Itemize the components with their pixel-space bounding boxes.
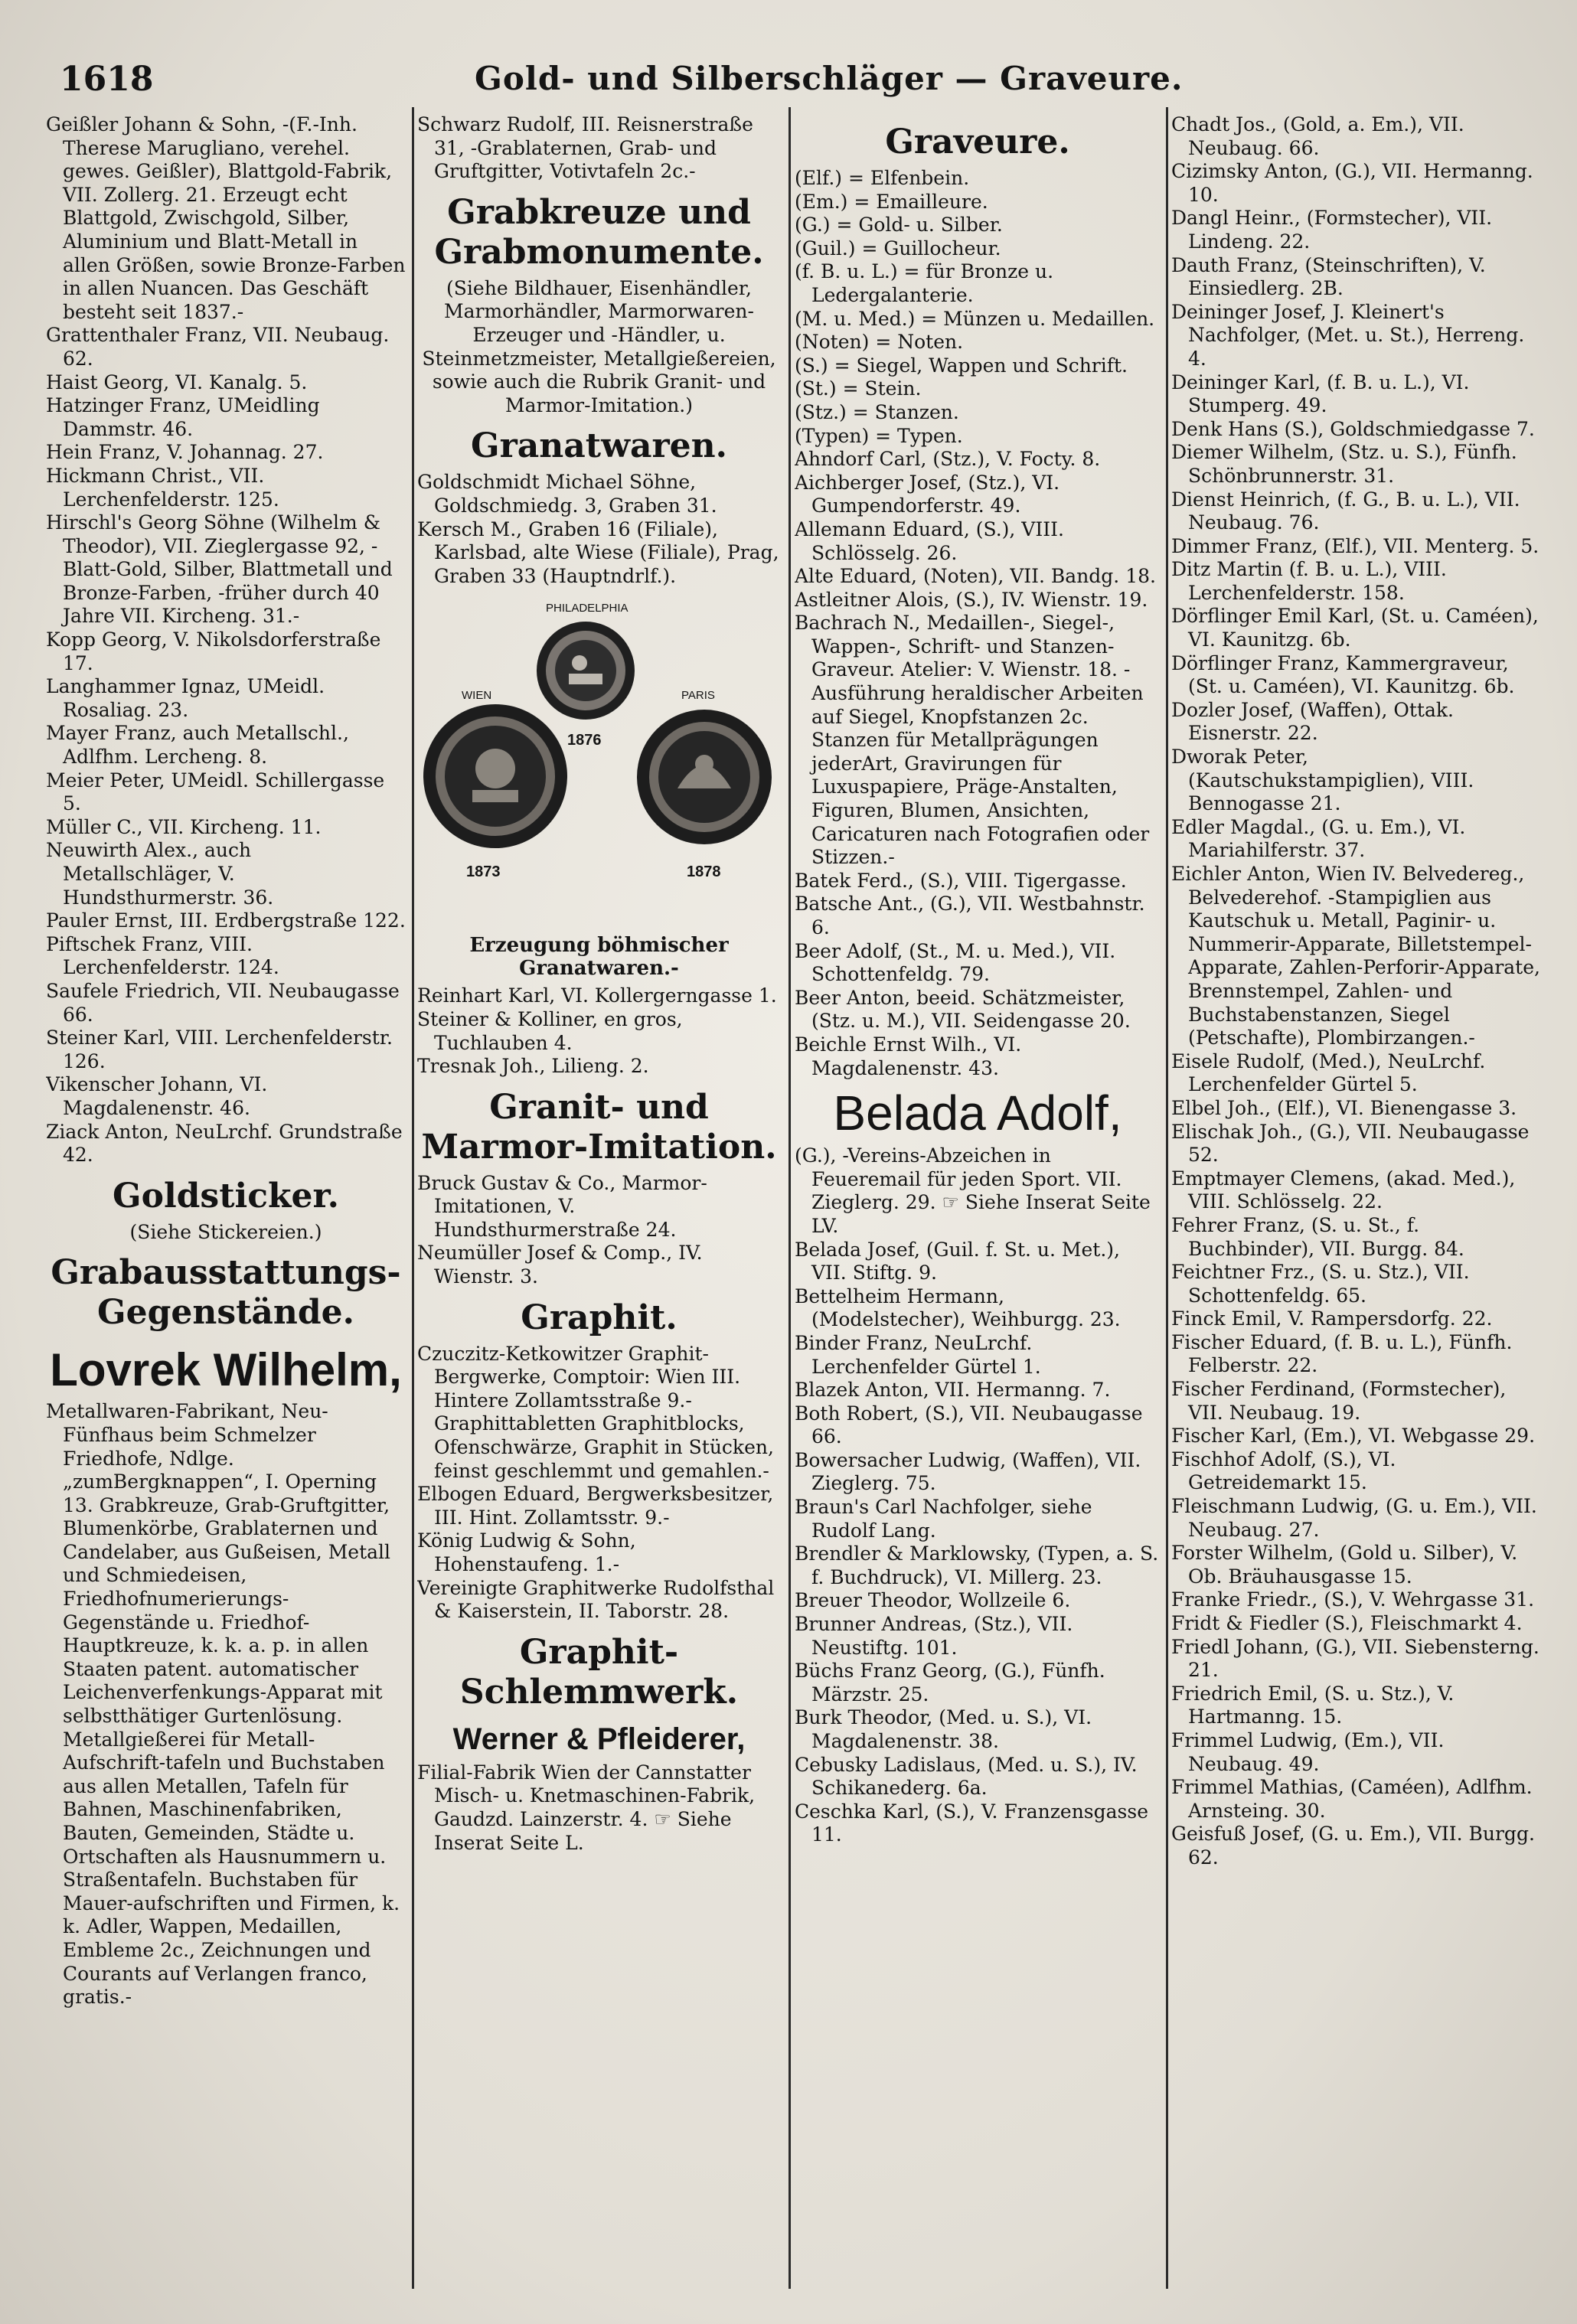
entry-list <box>795 448 1161 1080</box>
list-item: Ceschka Karl, (S.), V. Franzensgasse 11. <box>795 1800 1148 1846</box>
list-item: Bowersacher Ludwig, (Waffen), VII. Zieglerg. 75. <box>795 1448 1141 1495</box>
page-header <box>46 60 1546 103</box>
list-item: Eichler Anton, Wien IV. Belvedereg., Belvederehof. -Stampiglien aus Kautschuk u. Metall, Paginir- u. Nummerir-Apparate, Billetstempel-Apparate, Zahlen-Perforir-Apparate, Brennstempel, Zahlen- und Buchstabenstanzen, Siegel (Petschafte), Plombirzangen.- <box>1171 863 1540 1049</box>
list-item: Dworak Peter, (Kautschukstampiglien), VIII. Bennogasse 21. <box>1171 746 1474 815</box>
legend-item: (Typen) = Typen. <box>795 424 963 447</box>
list-item: Belada Josef, (Guil. f. St. u. Met.), VII. Stiftg. 9. <box>795 1238 1120 1284</box>
list-item: Chadt Jos., (Gold, a. Em.), VII. Neubaug. 66. <box>1171 113 1464 159</box>
medal-label: PHILADELPHIA <box>546 602 629 615</box>
entry-list <box>417 1172 781 1289</box>
list-item: Kopp Georg, V. Nikolsdorferstraße 17. <box>46 628 381 674</box>
list-item: Friedl Johann, (G.), VII. Siebensterng. 21. <box>1171 1635 1539 1682</box>
list-item: Dimmer Franz, (Elf.), VII. Menterg. 5. <box>1171 534 1539 557</box>
legend-item: (M. u. Med.) = Münzen u. Medaillen. <box>795 307 1155 330</box>
medal-icon <box>632 704 777 850</box>
list-item: Fridt & Fiedler (S.), Fleischmarkt 4. <box>1171 1612 1523 1634</box>
advert-text-belada: (G.), -Vereins-Abzeichen in Feueremail für jeden Sport. VII. Zieglerg. 29. ☞ Siehe Inserat Seite LV. <box>795 1144 1151 1237</box>
list-item: Astleitner Alois, (S.), IV. Wienstr. 19. <box>795 588 1148 611</box>
list-item: Blazek Anton, VII. Hermanng. 7. <box>795 1379 1111 1402</box>
list-item: Hein Franz, V. Johannag. 27. <box>46 441 324 464</box>
list-item: Binder Franz, NeuLrchf. Lerchenfelder Gürtel 1. <box>795 1331 1041 1378</box>
list-item: Fischhof Adolf, (S.), VI. Getreidemarkt 15. <box>1171 1448 1396 1494</box>
list-item: König Ludwig & Sohn, Hohenstaufeng. 1.- <box>417 1529 636 1575</box>
column-2 <box>417 113 781 2303</box>
advert-name-werner: Werner & Pfleiderer, <box>452 1722 746 1756</box>
list-item: Hirschl's Georg Söhne (Wilhelm & Theodor), VII. Zieglergasse 92, -Blatt-Gold, Silber, Blattmetall und Bronze-Farben, -früher durch 40 Jahre VII. Kircheng. 31.- <box>46 511 393 628</box>
list-item: Dörflinger Franz, Kammergraveur, (St. u. Caméen), VI. Kaunitzg. 6b. <box>1171 651 1515 698</box>
list-item: Büchs Franz Georg, (G.), Fünfh. Märzstr. 25. <box>795 1660 1105 1705</box>
column-4 <box>1171 113 1540 2303</box>
section-heading-schlemmwerk: Graphit-Schlemmwerk. <box>459 1632 739 1712</box>
entry-list <box>417 471 781 588</box>
entry-list <box>417 984 781 1078</box>
legend-item: (S.) = Siegel, Wappen und Schrift. <box>795 354 1128 377</box>
medal-label: PARIS <box>681 689 715 703</box>
medal-year: 1876 <box>567 732 602 749</box>
list-item: Elbogen Eduard, Bergwerksbesitzer, III. Hint. Zollamtsstr. 9.- <box>417 1483 774 1529</box>
list-item: Feichtner Frz., (S. u. Stz.), VII. Schottenfeldg. 65. <box>1171 1261 1470 1307</box>
list-item: Brendler & Marklowsky, (Typen, a. S. f. Buchdruck), VI. Millerg. 23. <box>795 1542 1159 1588</box>
list-item: Aichberger Josef, (Stz.), VI. Gumpendorferstr. 49. <box>795 471 1060 517</box>
advert-name-lovrek: Lovrek Wilhelm, <box>50 1344 402 1396</box>
legend-item: (Guil.) = Guillocheur. <box>795 237 1001 259</box>
list-item: Franke Friedr., (S.), V. Wehrgasse 31. <box>1171 1588 1535 1611</box>
list-item: Steiner & Kolliner, en gros, Tuchlauben 4. <box>417 1007 683 1054</box>
list-item: Hatzinger Franz, UMeidling Dammstr. 46. <box>46 394 320 440</box>
list-item: Allemann Eduard, (S.), VIII. Schlösselg. 26. <box>795 517 1064 564</box>
list-item: Steiner Karl, VIII. Lerchenfelderstr. 126. <box>46 1027 393 1072</box>
list-item: Pauler Ernst, III. Erdbergstraße 122. <box>46 909 406 932</box>
list-item: Geißler Johann & Sohn, -(F.-Inh. Therese Marugliano, verehel. gewes. Geißler), Blattgold-Fabrik, VII. Zollerg. 21. Erzeugt echt Blattgold, Zwischgold, Silber, Aluminium und Blatt-Metall in allen Größen, sowie Bronze-Farben in allen Nuancen. Das Geschäft besteht seit 1837.- <box>46 113 406 323</box>
legend-item: (f. B. u. L.) = für Bronze u. Ledergalanterie. <box>795 260 1054 306</box>
list-item: Vikenscher Johann, VI. Magdalenenstr. 46. <box>46 1073 268 1119</box>
medal-label: WIEN <box>462 689 492 703</box>
list-item: Ahndorf Carl, (Stz.), V. Focty. 8. <box>795 448 1101 471</box>
list-item: Beer Adolf, (St., M. u. Med.), VII. Schottenfeldg. 79. <box>795 939 1116 986</box>
list-item: Bruck Gustav & Co., Marmor-Imitationen, V. Hundsthurmerstraße 24. <box>417 1171 707 1241</box>
advert-text-werner: Filial-Fabrik Wien der Cannstatter Misch- u. Knetmaschinen-Fabrik, Gaudzd. Lainzerstr. 4. ☞ Siehe Inserat Seite L. <box>417 1761 756 1854</box>
list-item: Schwarz Rudolf, III. Reisnerstraße 31, -Grablaternen, Grab- und Gruftgitter, Votivtafeln 2c.- <box>417 113 753 183</box>
medals-illustration <box>417 591 781 928</box>
column-3 <box>795 113 1161 2303</box>
list-item: Cebusky Ladislaus, (Med. u. S.), IV. Schikanederg. 6a. <box>795 1753 1138 1800</box>
list-item: Frimmel Ludwig, (Em.), VII. Neubaug. 49. <box>1171 1728 1445 1775</box>
list-item: Elischak Joh., (G.), VII. Neubaugasse 52. <box>1171 1120 1530 1167</box>
list-item: Beer Anton, beeid. Schätzmeister, (Stz. u. M.), VII. Seidengasse 20. <box>795 986 1131 1033</box>
list-item: Müller C., VII. Kircheng. 11. <box>46 815 322 838</box>
list-item: Batek Ferd., (S.), VIII. Tigergasse. <box>795 869 1127 892</box>
entry-list <box>795 1239 1161 1847</box>
list-item: Dozler Josef, (Waffen), Ottak. Eisnerstr. 22. <box>1171 698 1454 745</box>
section-heading-goldsticker: Goldsticker. <box>113 1176 339 1216</box>
list-item: Vereinigte Graphitwerke Rudolfsthal & Kaiserstein, II. Taborstr. 28. <box>417 1576 775 1623</box>
column-rule <box>788 107 791 2289</box>
list-item: Tresnak Joh., Lilieng. 2. <box>417 1055 649 1078</box>
list-item: Emptmayer Clemens, (akad. Med.), VIII. Schlösselg. 22. <box>1171 1167 1516 1213</box>
list-item: Meier Peter, UMeidl. Schillergasse 5. <box>46 769 385 815</box>
list-item: Deininger Josef, J. Kleinert's Nachfolger, (Met. u. St.), Herreng. 4. <box>1171 300 1525 370</box>
abbreviation-legend <box>795 167 1161 448</box>
list-item: Dangl Heinr., (Formstecher), VII. Lindeng. 22. <box>1171 207 1493 253</box>
list-item: Goldschmidt Michael Söhne, Goldschmiedg. 3, Graben 31. <box>417 471 717 517</box>
list-item: Elbel Joh., (Elf.), VI. Bienengasse 3. <box>1171 1096 1517 1119</box>
medal-year: 1873 <box>466 863 501 881</box>
list-item: Deininger Karl, (f. B. u. L.), VI. Stumperg. 49. <box>1171 370 1470 417</box>
list-item: Forster Wilhelm, (Gold u. Silber), V. Ob. Bräuhausgasse 15. <box>1171 1542 1518 1588</box>
running-title: Gold- und Silberschläger — Graveure. <box>475 60 1184 97</box>
list-item: Edler Magdal., (G. u. Em.), VI. Mariahilferstr. 37. <box>1171 815 1466 862</box>
legend-item: (St.) = Stein. <box>795 377 922 400</box>
list-item: Fleischmann Ludwig, (G. u. Em.), VII. Neubaug. 27. <box>1171 1495 1537 1541</box>
section-heading-grabkreuze: Grabkreuze und Grabmonumente. <box>434 192 764 272</box>
column-rule <box>412 107 414 2289</box>
list-item: Burk Theodor, (Med. u. S.), VI. Magdalenenstr. 38. <box>795 1706 1092 1752</box>
section-heading-graphit: Graphit. <box>521 1297 677 1337</box>
list-item: Bachrach N., Medaillen-, Siegel-, Wappen-, Schrift- und Stanzen-Graveur. Atelier: V. Wienstr. 18. -Ausführung heraldischer Arbeiten auf Siegel, Knopfstanzen 2c. Stanzen für Metallprägungen jederArt, Gravirungen für Luxuspapiere, Präge-Anstalten, Figuren, Blumen, Ansichten, Caricaturen nach Fotografien oder Stizzen.- <box>795 612 1150 869</box>
list-item: Eisele Rudolf, (Med.), NeuLrchf. Lerchenfelder Gürtel 5. <box>1171 1049 1486 1096</box>
list-item: Geisfuß Josef, (G. u. Em.), VII. Burgg. 62. <box>1171 1823 1535 1869</box>
list-item: Friedrich Emil, (S. u. Stz.), V. Hartmanng. 15. <box>1171 1682 1455 1728</box>
list-item: Fischer Karl, (Em.), VI. Webgasse 29. <box>1171 1425 1536 1448</box>
list-item: Alte Eduard, (Noten), VII. Bandg. 18. <box>795 565 1156 588</box>
list-item: Neuwirth Alex., auch Metallschläger, V. Hundsthurmerstr. 36. <box>46 839 274 909</box>
list-item: Piftschek Franz, VIII. Lerchenfelderstr. 124. <box>46 932 279 979</box>
list-item: Brunner Andreas, (Stz.), VII. Neustiftg. 101. <box>795 1613 1073 1659</box>
list-item: Breuer Theodor, Wollzeile 6. <box>795 1589 1071 1612</box>
list-item: Dauth Franz, (Steinschriften), V. Einsiedlerg. 2B. <box>1171 253 1486 300</box>
page-number: 1618 <box>60 60 154 99</box>
column-rule <box>1166 107 1168 2289</box>
see-also-note: (Siehe Stickereien.) <box>129 1220 322 1243</box>
advert-text-lovrek: Metallwaren-Fabrikant, Neu-Fünfhaus beim Schmelzer Friedhofe, Ndlge. „zumBergknappen“, I. Operning 13. Grabkreuze, Grab-Gruftgitter, Blumenkörbe, Grablaternen und Candelaber, aus Gußeisen, Metall und Schmiedeisen, Friedhofnumerierungs-Gegenstände u. Friedhof-Hauptkreuze, k. k. a. p. in allen Staaten patent. automatischer Leichenverfenkungs-Apparat mit selbstthätiger Gurtenlösung. Metallgießerei für Metall-Aufschrift-tafeln und Buchstaben aus allen Metallen, Tafeln für Bahnen, Maschinenfabriken, Bauten, Gemeinden, Städte u. Ortschaften als Hausnummern u. Straßentafeln. Buchstaben für Mauer-aufschriften und Firmen, k. k. Adler, Wappen, Medaillen, Embleme 2c., Zeichnungen und Courants auf Verlangen franco, gratis.- <box>46 1400 400 2009</box>
list-item: Ditz Martin (f. B. u. L.), VIII. Lerchenfelderstr. 158. <box>1171 558 1447 604</box>
list-item: Kersch M., Graben 16 (Filiale), Karlsbad, alte Wiese (Filiale), Prag, Graben 33 (Hauptndrlf.). <box>417 517 779 587</box>
section-heading-granit: Granit- und Marmor-Imitation. <box>421 1087 777 1167</box>
list-item: Bettelheim Hermann, (Modelstecher), Weihburgg. 23. <box>795 1284 1121 1331</box>
entry-list <box>46 113 406 1167</box>
list-item: Fischer Eduard, (f. B. u. L.), Fünfh. Felberstr. 22. <box>1171 1330 1513 1377</box>
entry-list <box>417 1343 781 1624</box>
legend-item: (Em.) = Emailleure. <box>795 190 988 213</box>
list-item: Saufele Friedrich, VII. Neubaugasse 66. <box>46 979 400 1026</box>
list-item: Denk Hans (S.), Goldschmiedgasse 7. <box>1171 417 1535 440</box>
list-item: Cizimsky Anton, (G.), VII. Hermanng. 10. <box>1171 160 1533 206</box>
see-also-note: (Siehe Bildhauer, Eisenhändler, Marmorhändler, Marmorwaren-Erzeuger und -Händler, u. Steinmetzmeister, Metallgießereien, sowie auch die Rubrik Granit- und Marmor-Imitation.) <box>422 276 776 416</box>
list-item: Dienst Heinrich, (f. G., B. u. L.), VII. Neubaug. 76. <box>1171 488 1520 534</box>
legend-item: (Noten) = Noten. <box>795 331 964 354</box>
list-item: Reinhart Karl, VI. Kollergerngasse 1. <box>417 984 777 1007</box>
list-item: Fehrer Franz, (S. u. St., f. Buchbinder), VII. Burgg. 84. <box>1171 1213 1464 1260</box>
list-item: Beichle Ernst Wilh., VI. Magdalenenstr. 43. <box>795 1033 1022 1079</box>
section-heading-granatwaren: Granatwaren. <box>471 426 727 466</box>
list-item: Ziack Anton, NeuLrchf. Grundstraße 42. <box>46 1120 403 1167</box>
legend-item: (G.) = Gold- u. Silber. <box>795 214 1003 237</box>
medal-caption: Erzeugung böhmischer Granatwaren.- <box>469 934 729 981</box>
section-heading-graveure: Graveure. <box>885 122 1070 162</box>
list-item: Hickmann Christ., VII. Lerchenfelderstr. 125. <box>46 464 279 511</box>
medal-icon <box>419 700 572 853</box>
list-item: Mayer Franz, auch Metallschl., Adlfhm. Lercheng. 8. <box>46 722 349 769</box>
list-item: Fischer Ferdinand, (Formstecher), VII. Neubaug. 19. <box>1171 1378 1507 1424</box>
legend-item: (Stz.) = Stanzen. <box>795 400 959 423</box>
legend-item: (Elf.) = Elfenbein. <box>795 167 970 189</box>
list-item: Haist Georg, VI. Kanalg. 5. <box>46 370 308 393</box>
entry-list <box>1171 113 1540 1870</box>
section-heading-grabausstattung: Grabausstattungs-Gegenstände. <box>51 1253 401 1333</box>
list-item: Diemer Wilhelm, (Stz. u. S.), Fünfh. Schönbrunnerstr. 31. <box>1171 441 1517 487</box>
list-item: Langhammer Ignaz, UMeidl. Rosaliag. 23. <box>46 675 325 721</box>
column-1 <box>46 113 406 2303</box>
advert-name-belada: Belada Adolf, <box>833 1085 1122 1141</box>
list-item: Czuczitz-Ketkowitzer Graphit-Bergwerke, Comptoir: Wien III. Hintere Zollamtsstraße 9.-Graphittabletten Graphitblocks, Ofenschwärze, Graphit in Stücken, feinst geschlemmt und gemahlen.- <box>417 1342 774 1482</box>
list-item: Dörflinger Emil Karl, (St. u. Caméen), VI. Kaunitzg. 6b. <box>1171 605 1539 651</box>
list-item: Braun's Carl Nachfolger, siehe Rudolf Lang. <box>795 1496 1092 1542</box>
list-item: Batsche Ant., (G.), VII. Westbahnstr. 6. <box>795 893 1145 938</box>
list-item: Frimmel Mathias, (Caméen), Adlfhm. Arnsteing. 30. <box>1171 1776 1533 1822</box>
medal-year: 1878 <box>687 863 721 881</box>
list-item: Finck Emil, V. Rampersdorfg. 22. <box>1171 1307 1493 1330</box>
list-item: Grattenthaler Franz, VII. Neubaug. 62. <box>46 324 390 370</box>
list-item: Neumüller Josef & Comp., IV. Wienstr. 3. <box>417 1242 703 1288</box>
list-item: Both Robert, (S.), VII. Neubaugasse 66. <box>795 1402 1143 1448</box>
